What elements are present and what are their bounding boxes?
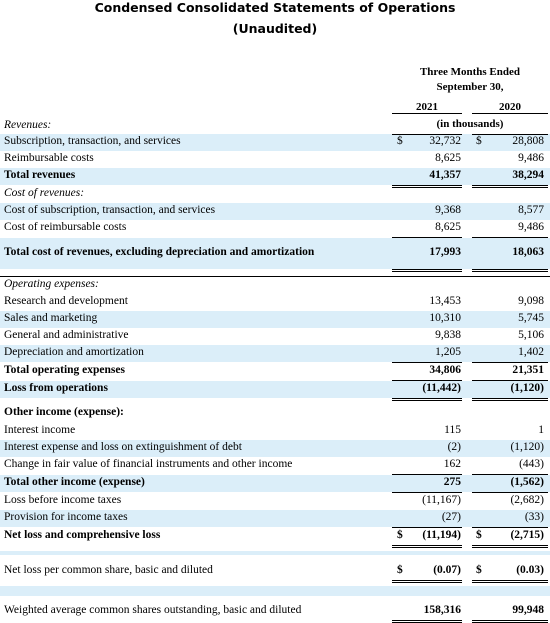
opex-section-label: Operating expenses: xyxy=(4,278,99,290)
units-header: (in thousands) xyxy=(436,118,504,130)
spacer-band xyxy=(0,551,550,555)
table-row: Reimbursable costs 8,625 9,486 xyxy=(0,151,550,168)
table-row: Cost of subscription, transaction, and services 9,368 8,577 xyxy=(0,203,550,220)
table-row: Subscription, transaction, and services $ 32,732 $ 28,808 xyxy=(0,134,550,151)
table-row: Provision for income taxes (27) (33) xyxy=(0,510,550,527)
table-row: Research and development 13,453 9,098 xyxy=(4,295,544,307)
table-row: Change in fair value of financial instruments and other income 162 (443) xyxy=(0,457,550,474)
cost-section-label: Cost of revenues: xyxy=(4,187,85,199)
table-row: Loss from operations (11,442) (1,120) xyxy=(0,381,550,398)
divider xyxy=(0,276,550,277)
table-row: Total operating expenses 34,806 21,351 xyxy=(0,363,550,380)
year-2021-header: 2021 xyxy=(392,101,462,114)
period-date-header: September 30, xyxy=(436,81,504,93)
table-row: Interest expense and loss on extinguishment of debt (2) (1,120) xyxy=(0,440,550,457)
statement-title: Condensed Consolidated Statements of Operations xyxy=(94,0,456,15)
table-row: Depreciation and amortization 1,205 1,402 xyxy=(0,345,550,362)
table-row: Total revenues 41,357 38,294 xyxy=(0,168,550,185)
table-row: Weighted average common shares outstanding, basic and diluted 158,316 99,948 xyxy=(0,603,550,620)
table-row: Cost of reimbursable costs 8,625 9,486 xyxy=(0,220,550,237)
table-row: Total other income (expense) 275 (1,562) xyxy=(0,475,550,492)
table-row: Net loss per common share, basic and diluted $ (0.07) $ (0.03) xyxy=(0,563,550,580)
table-row: Interest income 115 1 xyxy=(4,424,544,436)
table-row: Loss before income taxes (11,167) (2,682) xyxy=(4,494,544,506)
year-2020-header: 2020 xyxy=(472,101,548,114)
statement-subtitle: (Unaudited) xyxy=(232,21,318,36)
period-header: Three Months Ended xyxy=(419,66,521,78)
table-row: General and administrative 9,838 5,106 xyxy=(4,329,544,341)
table-row: Total cost of revenues, excluding depreciation and amortization 17,993 18,063 xyxy=(0,238,550,269)
revenues-section-label: Revenues: xyxy=(4,119,52,131)
spacer-band xyxy=(0,586,550,596)
other-section-label: Other income (expense): xyxy=(4,406,124,418)
table-row: Sales and marketing 10,310 5,745 xyxy=(0,311,550,328)
table-row: Net loss and comprehensive loss $ (11,194) $ (2,715) xyxy=(0,528,550,545)
